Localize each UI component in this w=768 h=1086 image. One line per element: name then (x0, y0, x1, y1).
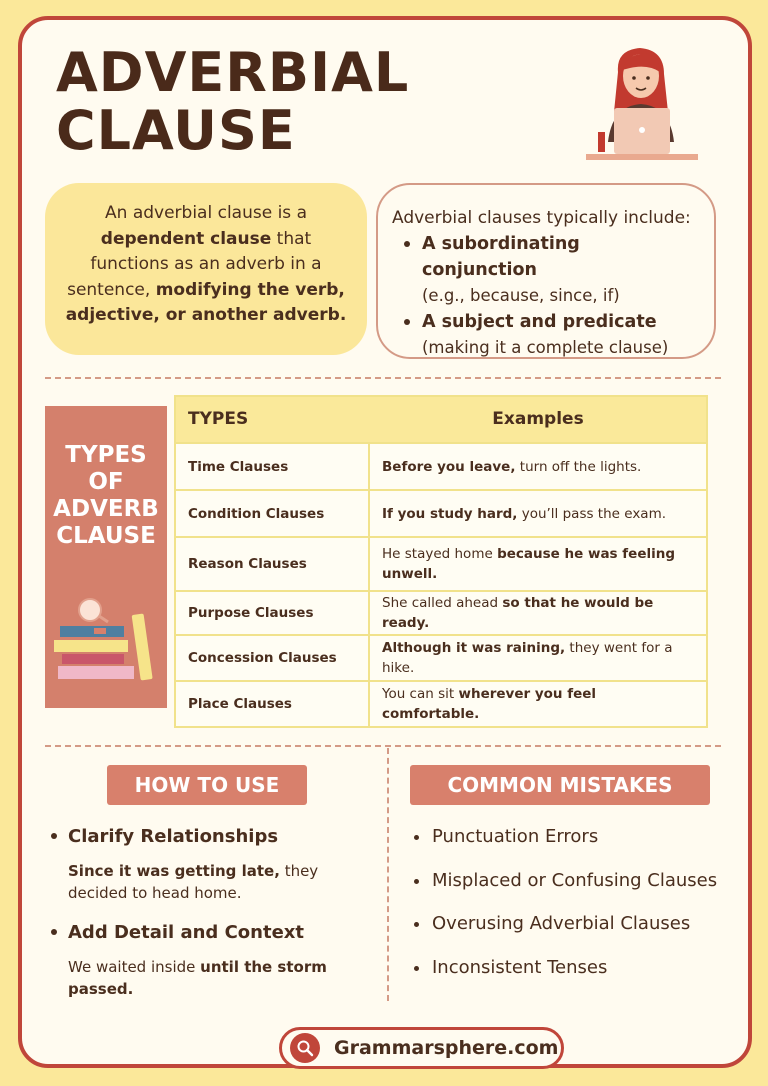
example-bold: Although it was raining, (382, 640, 566, 656)
table-row (176, 536, 706, 590)
mistake-text: Overusing Adverbial Clauses (432, 913, 691, 934)
use-heading: Add Detail and Context (68, 922, 305, 943)
table-header-examples: Examples (492, 409, 584, 429)
title-line-2: CLAUSE (56, 99, 296, 162)
includes-box (376, 183, 716, 359)
example-bold: Since it was getting late, (68, 862, 280, 880)
includes-item-sub: (e.g., because, since, if) (422, 286, 620, 305)
list-item (410, 955, 730, 981)
example-bold: Before you leave, (382, 458, 516, 475)
includes-item (392, 309, 700, 361)
bullet-icon (414, 879, 419, 884)
table-cell-example (370, 682, 706, 726)
table-cell-example (370, 538, 706, 590)
use-example (68, 956, 378, 1000)
includes-item (392, 231, 700, 309)
site-link[interactable] (279, 1027, 564, 1069)
types-panel-line: ADVERB (53, 496, 159, 522)
example-bold: so that he would be ready. (382, 595, 654, 631)
table-row (176, 680, 706, 726)
table-cell-example (370, 636, 706, 680)
list-item (48, 824, 378, 904)
table-cell-example (370, 491, 706, 536)
includes-item-sub: (making it a complete clause) (422, 338, 669, 357)
how-to-use-label: HOW TO USE (107, 765, 307, 805)
common-mistakes-list (410, 824, 730, 998)
use-heading: Clarify Relationships (68, 826, 279, 847)
bullet-icon (51, 929, 57, 935)
example-text: She called ahead (382, 595, 503, 611)
mistake-text: Punctuation Errors (432, 826, 599, 847)
example-bold: If you study hard, (382, 505, 518, 522)
includes-item-title: A subordinating conjunction (422, 234, 580, 280)
types-panel-title (45, 442, 167, 550)
use-example (68, 860, 378, 904)
example-text: you’ll pass the exam. (517, 505, 667, 522)
example-bold: because he was feeling unwell. (382, 546, 676, 582)
table-cell-type: Time Clauses (176, 444, 370, 489)
table-cell-type: Purpose Clauses (176, 592, 370, 634)
types-panel-line: CLAUSE (56, 523, 156, 549)
list-item (410, 911, 730, 937)
list-item (410, 824, 730, 850)
bullet-icon (414, 922, 419, 927)
example-text: We waited inside (68, 958, 201, 976)
common-mistakes-label: COMMON MISTAKES (410, 765, 710, 805)
table-cell-type: Condition Clauses (176, 491, 370, 536)
table-cell-type: Place Clauses (176, 682, 370, 726)
table-row (176, 590, 706, 634)
table-cell-type: Reason Clauses (176, 538, 370, 590)
list-item (410, 868, 730, 894)
bullet-icon (404, 319, 410, 325)
page-title (56, 41, 410, 162)
bullet-icon (404, 241, 410, 247)
bullet-icon (414, 835, 419, 840)
example-bold: until the storm passed. (68, 958, 327, 998)
example-bold: wherever you feel comfortable. (382, 686, 597, 722)
table-row (176, 634, 706, 680)
definition-bold: modifying the verb, adjective, or another adverb. (65, 279, 347, 325)
definition-text: An adverbial clause is a (105, 203, 307, 223)
woman-at-laptop-illustration (578, 42, 706, 166)
table-header-types: TYPES (188, 409, 249, 429)
types-panel-line: TYPES (65, 442, 147, 468)
table-header (176, 397, 706, 442)
mistake-text: Misplaced or Confusing Clauses (432, 869, 718, 891)
types-panel (45, 406, 167, 708)
example-text: turn off the lights. (515, 458, 642, 475)
example-text: You can sit (382, 686, 459, 702)
definition-bold: dependent clause (100, 228, 272, 249)
table-cell-example (370, 592, 706, 634)
mistake-text: Inconsistent Tenses (432, 956, 608, 978)
divider (45, 745, 721, 747)
table-row (176, 442, 706, 489)
table-cell-type: Concession Clauses (176, 636, 370, 680)
search-icon (290, 1033, 320, 1063)
table-cell-example (370, 444, 706, 489)
example-text: He stayed home (382, 546, 498, 562)
table-row (176, 489, 706, 536)
divider (45, 377, 721, 379)
definition-text: that functions as an adverb in a sentence, (67, 228, 322, 300)
title-line-1: ADVERBIAL (56, 41, 410, 104)
site-name: Grammarsphere.com (334, 1037, 559, 1059)
example-text: they decided to head home. (68, 862, 319, 902)
column-divider (387, 748, 389, 1001)
books-icon (50, 596, 162, 686)
types-table (174, 395, 708, 728)
how-to-use-list (48, 824, 378, 1016)
bullet-icon (414, 966, 419, 971)
bullet-icon (51, 833, 57, 839)
definition-box (45, 183, 367, 355)
includes-item-title: A subject and predicate (422, 312, 657, 332)
example-text: they went for a hike. (382, 640, 673, 676)
types-panel-line: OF (88, 469, 124, 495)
list-item (48, 920, 378, 1000)
includes-intro: Adverbial clauses typically include: (392, 208, 691, 228)
